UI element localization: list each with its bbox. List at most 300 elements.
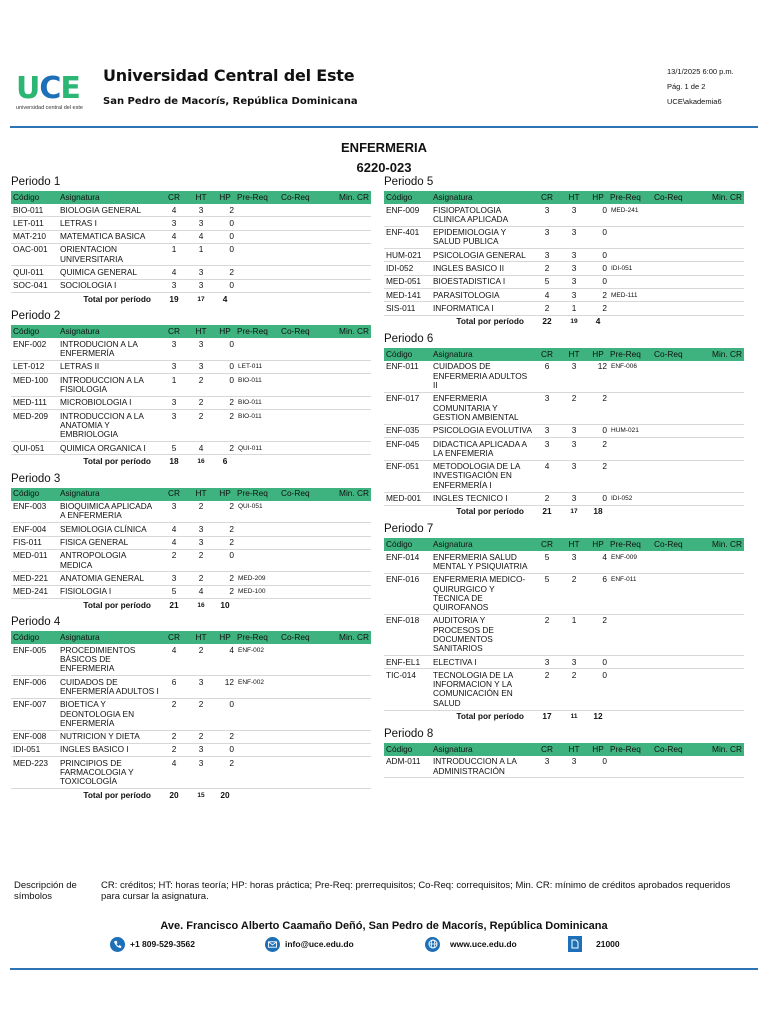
course-practice-hours: 2 bbox=[215, 266, 235, 279]
course-theory-hours: 3 bbox=[560, 289, 588, 302]
course-row bbox=[11, 360, 371, 373]
total-theory-hours: 17 bbox=[197, 295, 205, 303]
course-coreq bbox=[279, 536, 325, 549]
total-spacer bbox=[235, 789, 371, 802]
course-table bbox=[11, 325, 371, 467]
course-row bbox=[384, 492, 744, 505]
course-prereq bbox=[608, 392, 652, 424]
col-header-coreq: Co-Req bbox=[652, 348, 698, 361]
course-min-credits bbox=[698, 438, 744, 461]
course-practice-hours: 0 bbox=[215, 230, 235, 243]
course-theory-hours: 4 bbox=[187, 585, 215, 598]
col-header-mincr: Min. CR bbox=[698, 743, 744, 756]
total-practice-hours: 6 bbox=[222, 455, 228, 466]
course-prereq bbox=[235, 698, 279, 730]
period-title: Periodo 7 bbox=[384, 523, 434, 536]
col-header-prereq: Pre-Req bbox=[235, 631, 279, 644]
course-row bbox=[384, 614, 744, 655]
col-header-hp: HP bbox=[215, 488, 235, 501]
course-theory-hours: 3 bbox=[187, 523, 215, 536]
total-spacer bbox=[235, 293, 371, 306]
course-code: ENF-016 bbox=[384, 573, 431, 614]
course-credits: 4 bbox=[161, 757, 187, 789]
course-code: ENF-045 bbox=[384, 438, 431, 461]
course-prereq: BIO-011 bbox=[235, 410, 279, 442]
course-credits: 3 bbox=[534, 226, 560, 249]
course-practice-hours: 0 bbox=[588, 249, 608, 262]
course-credits: 4 bbox=[534, 289, 560, 302]
course-prereq: ENF-002 bbox=[235, 644, 279, 675]
course-name: ENFERMERIA COMUNITARIA Y GESTION AMBIENTAL bbox=[431, 392, 534, 424]
report-date: 13/1/2025 6:00 p.m. bbox=[667, 67, 734, 76]
course-theory-hours: 3 bbox=[560, 656, 588, 669]
col-header-coreq: Co-Req bbox=[652, 191, 698, 204]
course-name: LETRAS I bbox=[58, 217, 161, 230]
symbols-label: Descripción de símbolos bbox=[14, 880, 77, 902]
period-section bbox=[11, 308, 371, 467]
course-name: BIOLOGIA GENERAL bbox=[58, 204, 161, 217]
col-header-cr: CR bbox=[161, 631, 187, 644]
total-label: Total por período bbox=[83, 455, 151, 466]
course-code: ENF-003 bbox=[11, 501, 58, 523]
course-prereq: IDI-052 bbox=[608, 492, 652, 505]
course-name: MICROBIOLOGIA I bbox=[58, 396, 161, 409]
course-min-credits bbox=[325, 585, 371, 598]
course-name: PROCEDIMIENTOS BÁSICOS DE ENFERMERIA bbox=[58, 644, 161, 675]
course-coreq bbox=[652, 573, 698, 614]
col-header-mincr: Min. CR bbox=[698, 191, 744, 204]
footer-code bbox=[568, 936, 620, 952]
course-theory-hours: 2 bbox=[187, 374, 215, 397]
course-coreq bbox=[652, 361, 698, 392]
course-min-credits bbox=[698, 551, 744, 573]
total-spacer bbox=[608, 315, 744, 328]
course-code: ENF-014 bbox=[384, 551, 431, 573]
course-credits: 3 bbox=[534, 392, 560, 424]
course-code: TIC-014 bbox=[384, 669, 431, 710]
course-name: INTRODUCCION A LA FISIOLOGIA bbox=[58, 374, 161, 397]
course-min-credits bbox=[698, 275, 744, 288]
total-label: Total por período bbox=[83, 789, 151, 800]
course-prereq: HUM-021 bbox=[608, 424, 652, 437]
course-prereq: ENF-006 bbox=[608, 361, 652, 392]
course-min-credits bbox=[698, 756, 744, 778]
total-credits: 20 bbox=[169, 789, 179, 800]
course-name: BIOESTADISTICA I bbox=[431, 275, 534, 288]
course-row bbox=[11, 410, 371, 442]
course-theory-hours: 3 bbox=[187, 536, 215, 549]
course-theory-hours: 2 bbox=[187, 698, 215, 730]
period-total-row bbox=[384, 505, 744, 518]
course-code: ENF-011 bbox=[384, 361, 431, 392]
course-name: INFORMATICA I bbox=[431, 302, 534, 315]
col-header-prereq: Pre-Req bbox=[235, 325, 279, 338]
col-header-hp: HP bbox=[588, 191, 608, 204]
col-header-codigo: Código bbox=[11, 325, 58, 338]
course-row bbox=[384, 249, 744, 262]
course-theory-hours: 2 bbox=[560, 669, 588, 710]
course-name: CUIDADOS DE ENFERMERÍA ADULTOS I bbox=[58, 676, 161, 699]
course-practice-hours: 0 bbox=[588, 669, 608, 710]
course-code: MED-209 bbox=[11, 410, 58, 442]
course-min-credits bbox=[698, 424, 744, 437]
course-row bbox=[11, 698, 371, 730]
col-header-cr: CR bbox=[161, 191, 187, 204]
course-code: MED-221 bbox=[11, 572, 58, 585]
course-name: QUIMICA GENERAL bbox=[58, 266, 161, 279]
course-coreq bbox=[652, 289, 698, 302]
course-prereq bbox=[608, 756, 652, 778]
course-theory-hours: 3 bbox=[560, 551, 588, 573]
course-table bbox=[11, 631, 371, 801]
course-prereq: MED-241 bbox=[608, 204, 652, 226]
course-name: QUIMICA ORGANICA I bbox=[58, 442, 161, 455]
course-min-credits bbox=[698, 262, 744, 275]
document-icon bbox=[568, 936, 582, 952]
course-practice-hours: 0 bbox=[215, 338, 235, 360]
course-min-credits bbox=[325, 536, 371, 549]
course-row bbox=[384, 361, 744, 392]
course-code: ENF-009 bbox=[384, 204, 431, 226]
right-column bbox=[384, 174, 744, 781]
col-header-hp: HP bbox=[588, 348, 608, 361]
course-credits: 4 bbox=[161, 266, 187, 279]
course-credits: 2 bbox=[534, 262, 560, 275]
course-row bbox=[11, 396, 371, 409]
course-coreq bbox=[279, 572, 325, 585]
course-credits: 3 bbox=[161, 279, 187, 292]
course-theory-hours: 3 bbox=[187, 204, 215, 217]
course-row bbox=[11, 230, 371, 243]
col-header-prereq: Pre-Req bbox=[608, 191, 652, 204]
course-table bbox=[384, 348, 744, 518]
course-theory-hours: 3 bbox=[187, 279, 215, 292]
course-coreq bbox=[279, 204, 325, 217]
course-code: SOC-041 bbox=[11, 279, 58, 292]
course-min-credits bbox=[325, 743, 371, 756]
course-min-credits bbox=[698, 361, 744, 392]
course-practice-hours: 2 bbox=[215, 396, 235, 409]
total-spacer bbox=[235, 455, 371, 468]
course-code: MED-001 bbox=[384, 492, 431, 505]
course-min-credits bbox=[325, 757, 371, 789]
course-prereq bbox=[235, 549, 279, 572]
course-coreq bbox=[652, 249, 698, 262]
course-prereq bbox=[235, 536, 279, 549]
course-min-credits bbox=[698, 669, 744, 710]
period-title: Periodo 4 bbox=[11, 616, 61, 629]
course-theory-hours: 3 bbox=[187, 266, 215, 279]
col-header-cr: CR bbox=[534, 743, 560, 756]
course-min-credits bbox=[325, 676, 371, 699]
course-theory-hours: 3 bbox=[560, 756, 588, 778]
total-theory-hours: 19 bbox=[570, 318, 578, 326]
total-practice-hours: 4 bbox=[595, 316, 601, 327]
course-practice-hours: 2 bbox=[215, 585, 235, 598]
globe-icon bbox=[425, 937, 440, 952]
course-name: FISIOLOGIA I bbox=[58, 585, 161, 598]
period-title: Periodo 3 bbox=[11, 472, 61, 485]
course-coreq bbox=[279, 585, 325, 598]
course-row bbox=[384, 460, 744, 492]
col-header-mincr: Min. CR bbox=[325, 631, 371, 644]
course-name: INTRODUCCION A LA ADMINISTRACIÓN bbox=[431, 756, 534, 778]
course-practice-hours: 2 bbox=[215, 536, 235, 549]
course-code: FIS-011 bbox=[11, 536, 58, 549]
course-practice-hours: 0 bbox=[215, 698, 235, 730]
course-prereq: MED-209 bbox=[235, 572, 279, 585]
course-code: MAT-210 bbox=[11, 230, 58, 243]
course-credits: 4 bbox=[161, 230, 187, 243]
footer-divider bbox=[10, 968, 758, 970]
course-theory-hours: 3 bbox=[560, 361, 588, 392]
course-row bbox=[384, 669, 744, 710]
course-name: TECNOLOGIA DE LA INFORMACION Y LA COMUNICACIÓN EN SALUD bbox=[431, 669, 534, 710]
course-credits: 3 bbox=[534, 204, 560, 226]
course-prereq bbox=[235, 230, 279, 243]
course-row bbox=[11, 644, 371, 675]
footer-email bbox=[265, 936, 354, 952]
course-practice-hours: 0 bbox=[588, 226, 608, 249]
course-coreq bbox=[279, 396, 325, 409]
course-credits: 3 bbox=[534, 656, 560, 669]
course-theory-hours: 4 bbox=[187, 230, 215, 243]
course-theory-hours: 3 bbox=[187, 360, 215, 373]
course-name: PSICOLOGIA GENERAL bbox=[431, 249, 534, 262]
period-total-row bbox=[11, 599, 371, 612]
course-code: ENF-051 bbox=[384, 460, 431, 492]
col-header-hp: HP bbox=[588, 538, 608, 551]
course-credits: 3 bbox=[161, 217, 187, 230]
course-name: ELECTIVA I bbox=[431, 656, 534, 669]
course-coreq bbox=[279, 549, 325, 572]
total-practice-hours: 10 bbox=[220, 599, 230, 610]
course-coreq bbox=[652, 438, 698, 461]
total-label: Total por período bbox=[83, 293, 151, 304]
col-header-coreq: Co-Req bbox=[652, 538, 698, 551]
course-min-credits bbox=[325, 243, 371, 266]
total-practice-hours: 18 bbox=[593, 506, 603, 517]
col-header-prereq: Pre-Req bbox=[608, 538, 652, 551]
course-practice-hours: 2 bbox=[215, 501, 235, 523]
course-name: PSICOLOGIA EVOLUTIVA bbox=[431, 424, 534, 437]
course-code: ENF-018 bbox=[384, 614, 431, 655]
course-coreq bbox=[652, 756, 698, 778]
course-prereq: QUI-051 bbox=[235, 501, 279, 523]
col-header-codigo: Código bbox=[384, 538, 431, 551]
course-coreq bbox=[279, 243, 325, 266]
course-coreq bbox=[279, 338, 325, 360]
course-practice-hours: 2 bbox=[215, 204, 235, 217]
course-theory-hours: 1 bbox=[187, 243, 215, 266]
col-header-cr: CR bbox=[534, 191, 560, 204]
col-header-ht: HT bbox=[560, 191, 588, 204]
course-name: CUIDADOS DE ENFERMERIA ADULTOS II bbox=[431, 361, 534, 392]
course-name: MATEMATICA BASICA bbox=[58, 230, 161, 243]
col-header-ht: HT bbox=[560, 743, 588, 756]
course-theory-hours: 3 bbox=[560, 262, 588, 275]
course-name: AUDITORIA Y PROCESOS DE DOCUMENTOS SANITARIOS bbox=[431, 614, 534, 655]
course-theory-hours: 3 bbox=[187, 743, 215, 756]
course-min-credits bbox=[698, 460, 744, 492]
period-total-row bbox=[384, 315, 744, 328]
course-min-credits bbox=[325, 204, 371, 217]
course-code: ENF-035 bbox=[384, 424, 431, 437]
col-header-asignatura: Asignatura bbox=[58, 325, 161, 338]
symbols-text: CR: créditos; HT: horas teoría; HP: horas práctica; Pre-Req: prerrequisitos; Co-Req: correquisitos; Min. CR: mínimo de créditos aprobados requeridos para cursar la asignatura. bbox=[101, 880, 731, 902]
course-credits: 4 bbox=[161, 536, 187, 549]
course-practice-hours: 0 bbox=[215, 279, 235, 292]
col-header-mincr: Min. CR bbox=[698, 348, 744, 361]
col-header-ht: HT bbox=[187, 488, 215, 501]
course-coreq bbox=[652, 392, 698, 424]
course-row bbox=[384, 204, 744, 226]
course-code: ENF-007 bbox=[11, 698, 58, 730]
period-total-row bbox=[11, 789, 371, 802]
course-prereq bbox=[235, 743, 279, 756]
course-name: ANATOMIA GENERAL bbox=[58, 572, 161, 585]
course-theory-hours: 3 bbox=[560, 424, 588, 437]
email-address[interactable]: info@uce.edu.do bbox=[285, 939, 354, 949]
col-header-codigo: Código bbox=[384, 743, 431, 756]
course-coreq bbox=[279, 360, 325, 373]
course-name: BIOQUIMICA APLICADA A ENFERMERIA bbox=[58, 501, 161, 523]
course-row bbox=[11, 501, 371, 523]
course-code: LET-011 bbox=[11, 217, 58, 230]
course-coreq bbox=[279, 676, 325, 699]
course-prereq: BIO-011 bbox=[235, 374, 279, 397]
period-section bbox=[384, 521, 744, 723]
course-min-credits bbox=[325, 396, 371, 409]
course-row bbox=[384, 424, 744, 437]
phone-number: +1 809-529-3562 bbox=[130, 939, 195, 949]
course-row bbox=[384, 656, 744, 669]
course-credits: 3 bbox=[161, 501, 187, 523]
course-coreq bbox=[279, 698, 325, 730]
course-practice-hours: 2 bbox=[215, 572, 235, 585]
course-min-credits bbox=[698, 204, 744, 226]
total-label: Total por período bbox=[456, 316, 524, 327]
course-code: ENF-005 bbox=[11, 644, 58, 675]
course-credits: 4 bbox=[534, 460, 560, 492]
course-name: INGLES BASICO I bbox=[58, 743, 161, 756]
course-min-credits bbox=[698, 289, 744, 302]
course-row bbox=[384, 756, 744, 778]
total-practice-hours: 20 bbox=[220, 789, 230, 800]
col-header-cr: CR bbox=[534, 538, 560, 551]
course-min-credits bbox=[325, 698, 371, 730]
course-code: BIO-011 bbox=[11, 204, 58, 217]
course-code: ENF-004 bbox=[11, 523, 58, 536]
course-name: FISICA GENERAL bbox=[58, 536, 161, 549]
website-link[interactable]: www.uce.edu.do bbox=[450, 939, 517, 949]
period-title: Periodo 6 bbox=[384, 332, 434, 345]
course-row bbox=[384, 551, 744, 573]
table-header-row bbox=[11, 191, 371, 204]
course-theory-hours: 2 bbox=[187, 549, 215, 572]
course-min-credits bbox=[325, 338, 371, 360]
course-coreq bbox=[652, 226, 698, 249]
course-name: LETRAS II bbox=[58, 360, 161, 373]
period-total-row bbox=[11, 455, 371, 468]
course-practice-hours: 0 bbox=[215, 374, 235, 397]
total-label: Total por período bbox=[456, 711, 524, 722]
course-coreq bbox=[279, 410, 325, 442]
course-row bbox=[384, 573, 744, 614]
report-meta bbox=[667, 64, 734, 109]
col-header-codigo: Código bbox=[384, 348, 431, 361]
table-header-row bbox=[384, 191, 744, 204]
course-coreq bbox=[652, 656, 698, 669]
course-table bbox=[384, 191, 744, 328]
period-title: Periodo 8 bbox=[384, 727, 434, 740]
course-coreq bbox=[652, 492, 698, 505]
footer-address: Ave. Francisco Alberto Caamaño Deñó, San Pedro de Macorís, República Dominicana bbox=[160, 920, 608, 932]
course-min-credits bbox=[325, 360, 371, 373]
course-practice-hours: 2 bbox=[588, 460, 608, 492]
col-header-mincr: Min. CR bbox=[325, 488, 371, 501]
course-prereq bbox=[235, 279, 279, 292]
course-practice-hours: 0 bbox=[215, 360, 235, 373]
course-credits: 3 bbox=[534, 756, 560, 778]
course-prereq bbox=[235, 757, 279, 789]
course-credits: 2 bbox=[161, 730, 187, 743]
course-practice-hours: 2 bbox=[588, 302, 608, 315]
course-code: MED-141 bbox=[384, 289, 431, 302]
course-name: EPIDEMIOLOGIA Y SALUD PUBLICA bbox=[431, 226, 534, 249]
course-row bbox=[11, 572, 371, 585]
total-credits: 22 bbox=[542, 316, 552, 327]
col-header-ht: HT bbox=[187, 325, 215, 338]
course-practice-hours: 2 bbox=[215, 757, 235, 789]
course-prereq bbox=[608, 656, 652, 669]
total-credits: 17 bbox=[542, 711, 552, 722]
course-min-credits bbox=[698, 302, 744, 315]
course-row bbox=[11, 217, 371, 230]
course-credits: 5 bbox=[161, 585, 187, 598]
course-prereq bbox=[608, 669, 652, 710]
course-min-credits bbox=[325, 266, 371, 279]
course-theory-hours: 3 bbox=[560, 275, 588, 288]
course-credits: 5 bbox=[534, 573, 560, 614]
course-code: IDI-052 bbox=[384, 262, 431, 275]
col-header-ht: HT bbox=[187, 631, 215, 644]
course-theory-hours: 3 bbox=[560, 204, 588, 226]
total-label: Total por período bbox=[83, 599, 151, 610]
period-section bbox=[11, 614, 371, 801]
period-total-row bbox=[384, 710, 744, 723]
total-theory-hours: 16 bbox=[197, 601, 205, 609]
course-prereq: QUI-011 bbox=[235, 442, 279, 455]
col-header-asignatura: Asignatura bbox=[58, 488, 161, 501]
course-coreq bbox=[279, 743, 325, 756]
total-theory-hours: 16 bbox=[197, 457, 205, 465]
total-credits: 21 bbox=[169, 599, 179, 610]
course-practice-hours: 2 bbox=[215, 442, 235, 455]
course-row bbox=[11, 442, 371, 455]
course-prereq bbox=[235, 204, 279, 217]
course-practice-hours: 12 bbox=[215, 676, 235, 699]
course-min-credits bbox=[325, 374, 371, 397]
course-credits: 6 bbox=[534, 361, 560, 392]
course-practice-hours: 0 bbox=[588, 656, 608, 669]
course-row bbox=[384, 275, 744, 288]
col-header-cr: CR bbox=[161, 488, 187, 501]
course-prereq bbox=[608, 249, 652, 262]
course-credits: 3 bbox=[534, 438, 560, 461]
course-min-credits bbox=[698, 573, 744, 614]
footer-web bbox=[425, 936, 517, 952]
